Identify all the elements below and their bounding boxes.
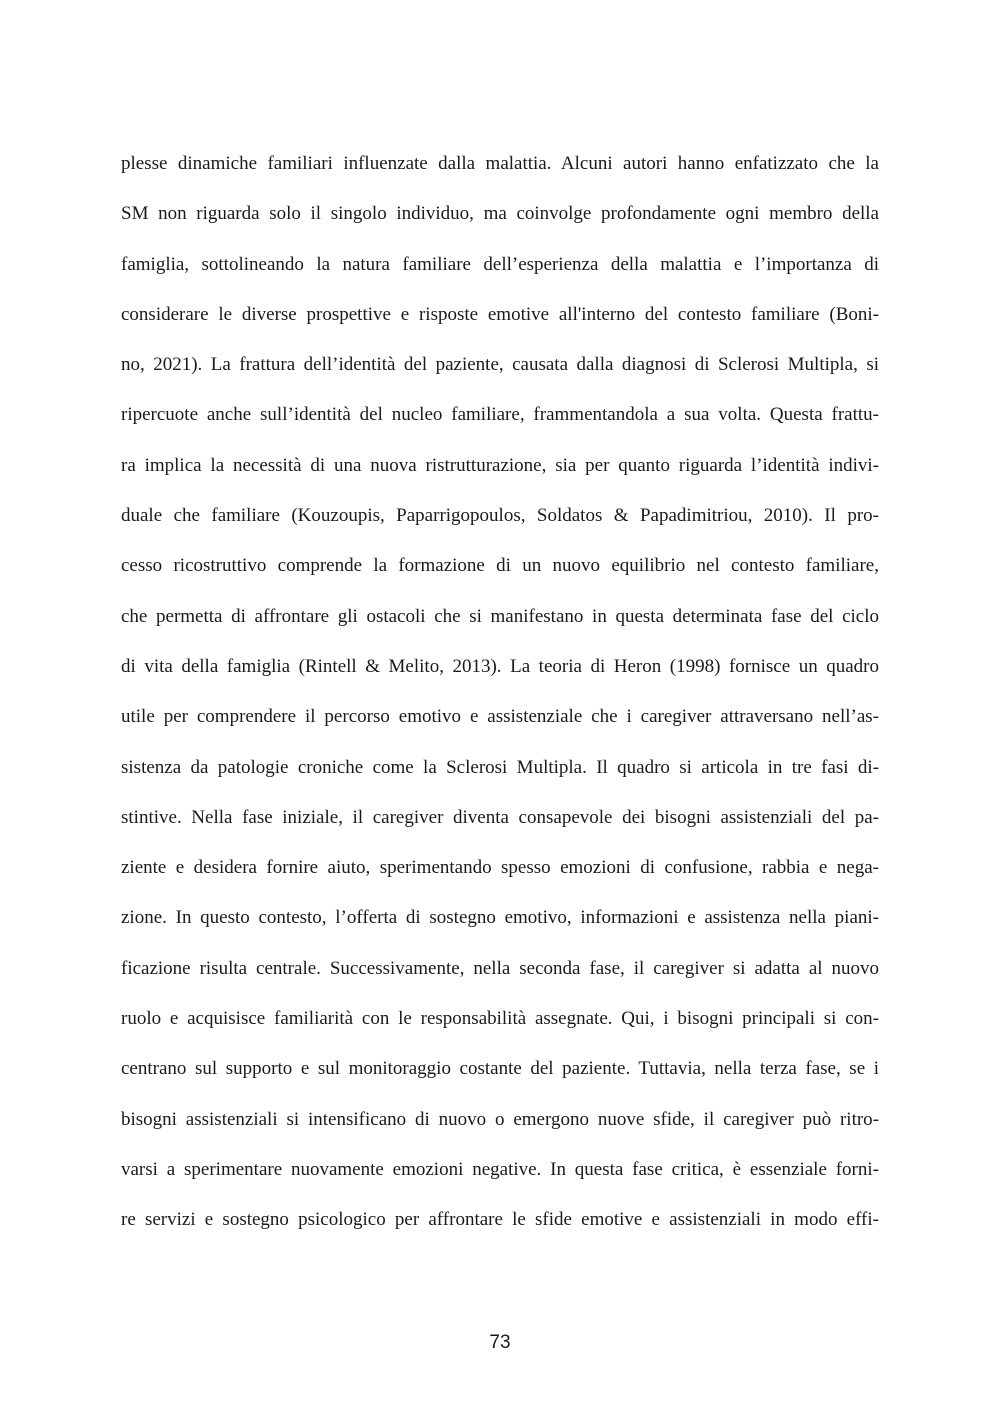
text-line: ra implica la necessità di una nuova ristrutturazione, sia per quanto riguarda l’identità indivi- [121, 454, 879, 476]
text-line: ficazione risulta centrale. Successivamente, nella seconda fase, il caregiver si adatta al nuovo [121, 957, 879, 979]
text-line: varsi a sperimentare nuovamente emozioni negative. In questa fase critica, è essenziale forni- [121, 1158, 879, 1180]
text-line: famiglia, sottolineando la natura familiare dell’esperienza della malattia e l’importanza di [121, 253, 879, 275]
text-line: considerare le diverse prospettive e risposte emotive all'interno del contesto familiare (Boni- [121, 303, 879, 325]
text-line: stintive. Nella fase iniziale, il caregiver diventa consapevole dei bisogni assistenziali del pa- [121, 806, 879, 828]
page-number: 73 [489, 1332, 511, 1353]
text-line: di vita della famiglia (Rintell & Melito, 2013). La teoria di Heron (1998) fornisce un quadro [121, 655, 879, 677]
body-paragraph [121, 147, 879, 1254]
text-line: SM non riguarda solo il singolo individuo, ma coinvolge profondamente ogni membro della [121, 203, 879, 225]
text-line: centrano sul supporto e sul monitoraggio costante del paziente. Tuttavia, nella terza fase, se i [121, 1058, 879, 1080]
text-line: sistenza da patologie croniche come la Sclerosi Multipla. Il quadro si articola in tre fasi di- [121, 756, 879, 778]
text-line: no, 2021). La frattura dell’identità del paziente, causata dalla diagnosi di Sclerosi Multipla, si [121, 354, 879, 376]
text-line: zione. In questo contesto, l’offerta di sostegno emotivo, informazioni e assistenza nella piani- [121, 907, 879, 929]
text-line: che permetta di affrontare gli ostacoli che si manifestano in questa determinata fase del ciclo [121, 605, 879, 627]
text-line: ruolo e acquisisce familiarità con le responsabilità assegnate. Qui, i bisogni principali si con- [121, 1008, 879, 1030]
text-line: utile per comprendere il percorso emotivo e assistenziale che i caregiver attraversano nell’as- [121, 706, 879, 728]
text-line: bisogni assistenziali si intensificano di nuovo o emergono nuove sfide, il caregiver può ritro- [121, 1108, 879, 1130]
text-line: re servizi e sostegno psicologico per affrontare le sfide emotive e assistenziali in modo effi- [121, 1209, 879, 1231]
text-line: ziente e desidera fornire aiuto, sperimentando spesso emozioni di confusione, rabbia e nega- [121, 857, 879, 879]
text-line: plesse dinamiche familiari influenzate dalla malattia. Alcuni autori hanno enfatizzato che la [121, 153, 879, 174]
text-line: ripercuote anche sull’identità del nucleo familiare, frammentandola a sua volta. Questa frattu- [121, 404, 879, 426]
text-line: cesso ricostruttivo comprende la formazione di un nuovo equilibrio nel contesto familiare, [121, 555, 879, 577]
text-line: duale che familiare (Kouzoupis, Paparrigopoulos, Soldatos & Papadimitriou, 2010). Il pro- [121, 505, 879, 527]
